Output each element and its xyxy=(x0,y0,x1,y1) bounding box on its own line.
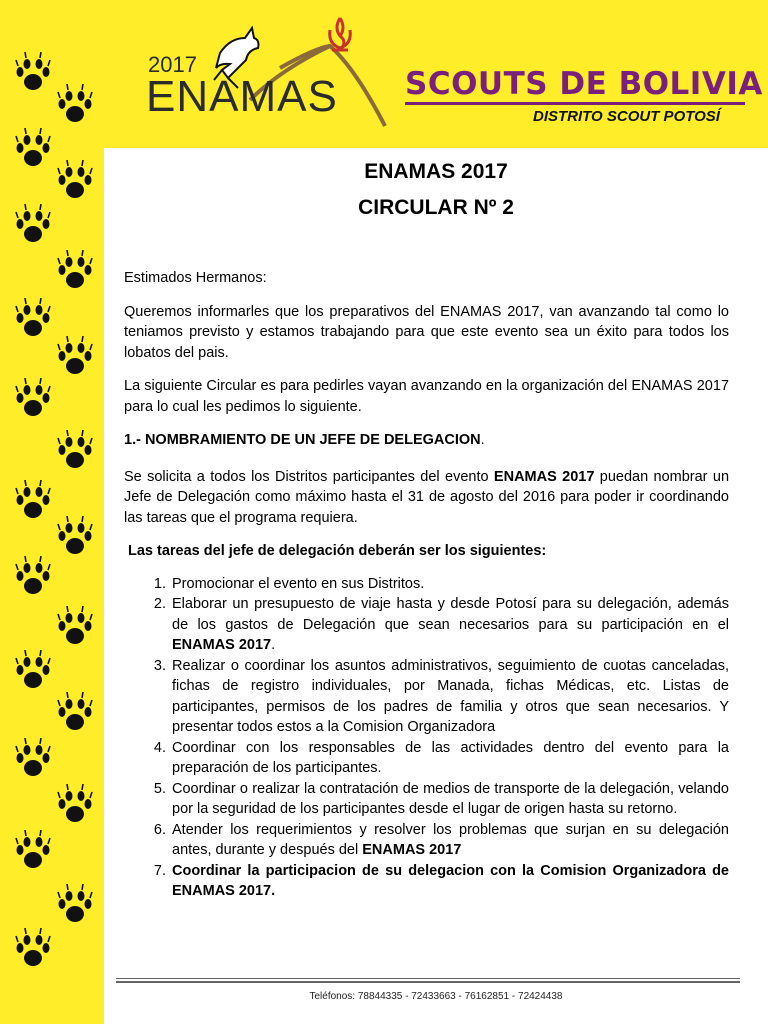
paw-print-icon xyxy=(14,128,52,172)
district-name: DISTRITO SCOUT POTOSÍ xyxy=(533,108,720,125)
section-1-event-name: ENAMAS 2017 xyxy=(493,468,595,485)
task-text: Coordinar con los responsables de las actividades dentro del evento para la preparación de los participantes. xyxy=(172,739,729,776)
logo-year: 2017 xyxy=(148,52,197,77)
paw-print-icon xyxy=(56,250,94,294)
paw-print-icon xyxy=(56,160,94,204)
task-item xyxy=(170,861,729,902)
section-1-heading xyxy=(124,430,729,451)
section-1-title: 1.- NOMBRAMIENTO DE UN JEFE DE DELEGACION xyxy=(124,432,481,448)
footer-phones: Teléfonos: 78844335 - 72433663 - 76162851 - 72424438 xyxy=(309,991,563,1002)
section-1-period: . xyxy=(480,432,485,448)
paw-print-icon xyxy=(14,480,52,524)
paragraph-2: La siguiente Circular es para pedirles vayan avanzando en la organización del ENAMAS 2017 para lo cual les pedimos lo siguiente. xyxy=(124,378,729,415)
paw-print-icon xyxy=(14,378,52,422)
task-text: Coordinar o realizar la contratación de medios de transporte de la delegación, velando por la seguridad de los participantes desde el lugar de origen hasta su retorno. xyxy=(172,780,729,817)
tasks-heading: Las tareas del jefe de delegación deberán ser los siguientes: xyxy=(128,543,547,559)
task-item xyxy=(170,738,729,779)
task-bold-text: Coordinar la participacion de su delegacion con la Comision Organizadora de ENAMAS 2017. xyxy=(172,862,729,899)
paw-print-icon xyxy=(14,830,52,874)
paw-print-icon xyxy=(56,336,94,380)
task-item xyxy=(170,656,729,738)
paw-print-icon xyxy=(56,884,94,928)
paw-print-icon xyxy=(56,516,94,560)
paw-print-icon xyxy=(56,784,94,828)
section-1-paragraph xyxy=(124,467,729,529)
paw-print-icon xyxy=(14,298,52,342)
paw-print-icon xyxy=(14,738,52,782)
paw-print-icon xyxy=(56,692,94,736)
task-item xyxy=(170,779,729,820)
paw-print-icon xyxy=(56,84,94,128)
task-bold-text: ENAMAS 2017 xyxy=(362,842,462,858)
document-subtitle: CIRCULAR Nº 2 xyxy=(358,196,514,219)
logo-wordmark: ENAMAS xyxy=(146,72,338,121)
paw-print-icon xyxy=(56,606,94,650)
document-title: ENAMAS 2017 xyxy=(364,160,508,183)
paw-print-icon xyxy=(14,204,52,248)
paw-print-icon xyxy=(14,650,52,694)
greeting: Estimados Hermanos: xyxy=(124,270,267,286)
organization-name: SCOUTS DE BOLIVIA xyxy=(405,66,763,102)
task-item xyxy=(170,594,729,656)
section-1-text-a: Se solicita a todos los Distritos participantes del evento xyxy=(124,468,494,485)
task-bold-text: ENAMAS 2017 xyxy=(172,637,272,653)
task-item xyxy=(170,820,729,861)
paw-print-icon xyxy=(56,430,94,474)
task-text: Elaborar un presupuesto de viaje hasta y desde Potosí para su delegación, además de los gastos de Delegación que sean necesarios para su participación en el xyxy=(172,596,729,633)
task-text: Atender los requerimientos y resolver los problemas que surjan en su delegación antes, durante y después del xyxy=(172,821,729,858)
task-item xyxy=(170,574,729,595)
footer-rule xyxy=(116,978,740,979)
section-1-text-b: puedan nombrar un Jefe de Delegación como máximo hasta el 31 de agosto del 2016 para poder ir coordinando las tareas que el programa requiera. xyxy=(124,468,730,526)
letter-content xyxy=(124,268,729,902)
paw-print-icon xyxy=(14,556,52,600)
header-rule xyxy=(405,102,745,105)
task-text: Realizar o coordinar los asuntos administrativos, seguimiento de cuotas canceladas, fichas de registro individuales, por Manada, fichas Médicas, etc. Listas de participantes, permisos de los padres de familia y otros que sean necesarios. Y presentar todos estos a la Comision Organizadora xyxy=(172,657,729,735)
paragraph-1: Queremos informarles que los preparativos del ENAMAS 2017, van avanzando tal como lo teniamos previsto y estamos trabajando para que este evento sea un éxito para todos los lobatos del pais. xyxy=(124,303,729,361)
paw-print-icon xyxy=(14,52,52,96)
paw-print-icon xyxy=(14,928,52,972)
tasks-list xyxy=(124,574,729,902)
task-text-end: . xyxy=(271,637,276,653)
task-text: Promocionar el evento en sus Distritos. xyxy=(172,575,425,592)
footer-rule-thick xyxy=(116,981,740,983)
